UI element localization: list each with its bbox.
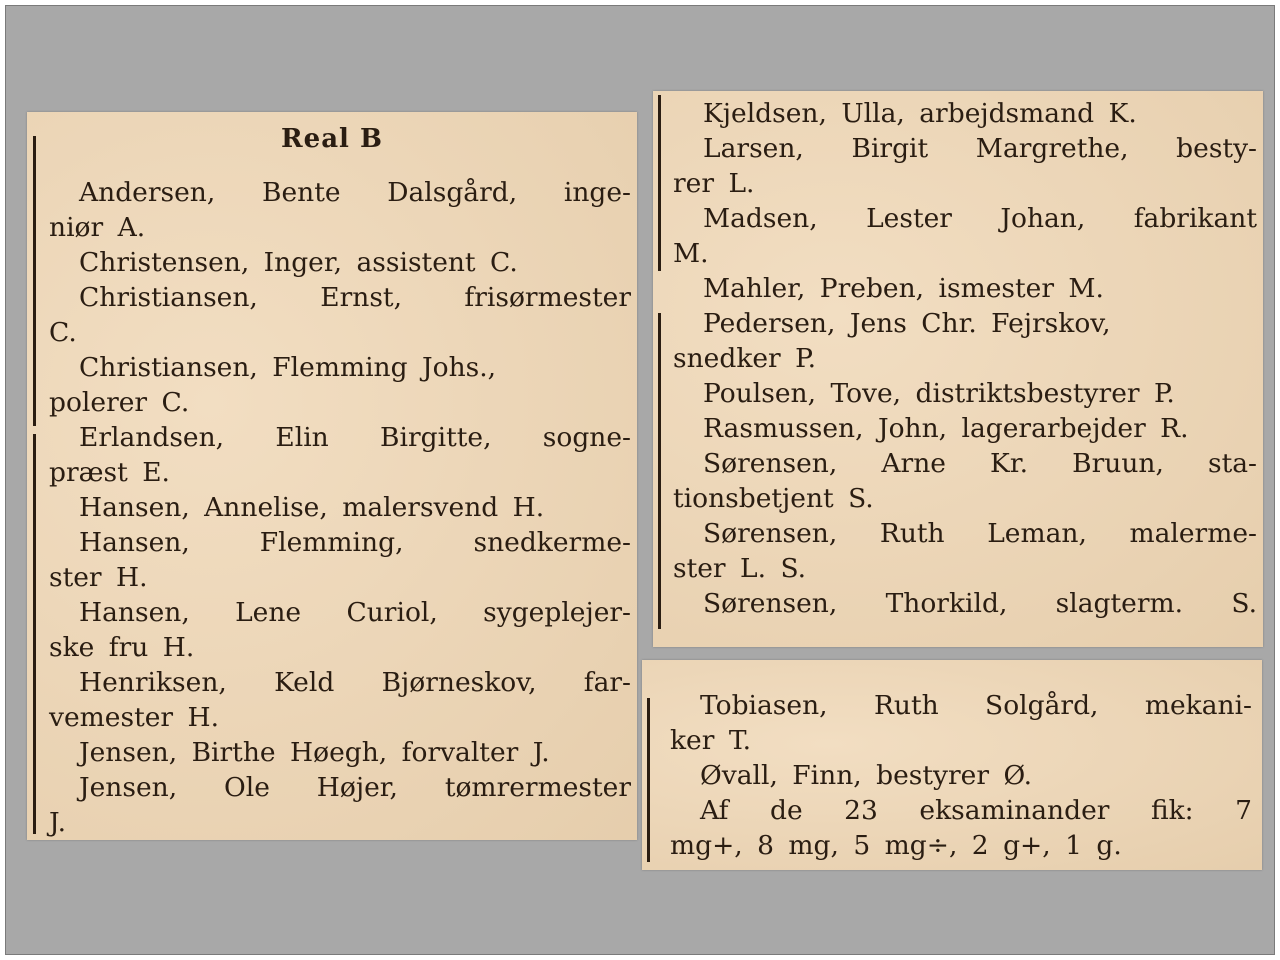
list-line: Tobiasen, Ruth Solgård, mekani- <box>700 690 1252 721</box>
list-line: Hansen, Flemming, snedkerme- <box>79 527 631 558</box>
list-line: Sørensen, Thorkild, slagterm. S. <box>703 588 1257 619</box>
student-list-right <box>653 96 1263 621</box>
list-line: Henriksen, Keld Bjørneskov, far- <box>79 667 631 698</box>
list-line: Hansen, Annelise, malersvend H. <box>79 492 545 523</box>
list-line: tionsbetjent S. <box>673 483 874 514</box>
list-line: ske fru H. <box>49 632 195 663</box>
list-line: Kjeldsen, Ulla, arbejdsmand K. <box>703 98 1137 129</box>
list-line: ker T. <box>670 725 752 756</box>
list-line: Sørensen, Arne Kr. Bruun, sta- <box>703 448 1257 479</box>
list-line: præst E. <box>49 457 170 488</box>
list-line: Erlandsen, Elin Birgitte, sogne- <box>79 422 631 453</box>
list-line: Pedersen, Jens Chr. Fejrskov, <box>703 308 1111 339</box>
list-line: polerer C. <box>49 387 190 418</box>
list-line: Christiansen, Flemming Johs., <box>79 352 497 383</box>
list-line: Madsen, Lester Johan, fabrikant <box>703 203 1257 234</box>
list-line: Christiansen, Ernst, frisørmester <box>79 282 631 313</box>
list-line: ster L. S. <box>673 553 807 584</box>
list-line: vemester H. <box>49 702 220 733</box>
student-list-left <box>27 175 637 840</box>
list-line: C. <box>49 317 77 348</box>
list-line: Andersen, Bente Dalsgård, inge- <box>79 177 631 208</box>
list-line: Rasmussen, John, lagerarbejder R. <box>703 413 1189 444</box>
list-line: rer L. <box>673 168 755 199</box>
list-line: M. <box>673 238 709 269</box>
section-heading: Real B <box>281 124 383 154</box>
list-line: niør A. <box>49 212 146 243</box>
list-line: Øvall, Finn, bestyrer Ø. <box>700 760 1033 791</box>
list-line: Mahler, Preben, ismester M. <box>703 273 1104 304</box>
list-line: snedker P. <box>673 343 817 374</box>
exam-summary-line: mg+, 8 mg, 5 mg÷, 2 g+, 1 g. <box>670 830 1122 861</box>
list-line: J. <box>49 807 66 838</box>
list-line: Sørensen, Ruth Leman, malerme- <box>703 518 1257 549</box>
list-line: Larsen, Birgit Margrethe, besty- <box>703 133 1257 164</box>
list-line: Christensen, Inger, assistent C. <box>79 247 518 278</box>
newspaper-clipping-right <box>653 91 1263 647</box>
list-line: Jensen, Ole Højer, tømrermester <box>79 772 631 803</box>
newspaper-clipping-bottom <box>642 660 1262 870</box>
list-line: Hansen, Lene Curiol, sygeplejer- <box>79 597 631 628</box>
exam-summary-line: Af de 23 eksaminander fik: 7 <box>700 795 1252 826</box>
student-list-bottom <box>642 688 1262 863</box>
newspaper-clipping-left <box>27 112 637 840</box>
list-line: Poulsen, Tove, distriktsbestyrer P. <box>703 378 1175 409</box>
list-line: ster H. <box>49 562 148 593</box>
list-line: Jensen, Birthe Høegh, forvalter J. <box>79 737 550 768</box>
